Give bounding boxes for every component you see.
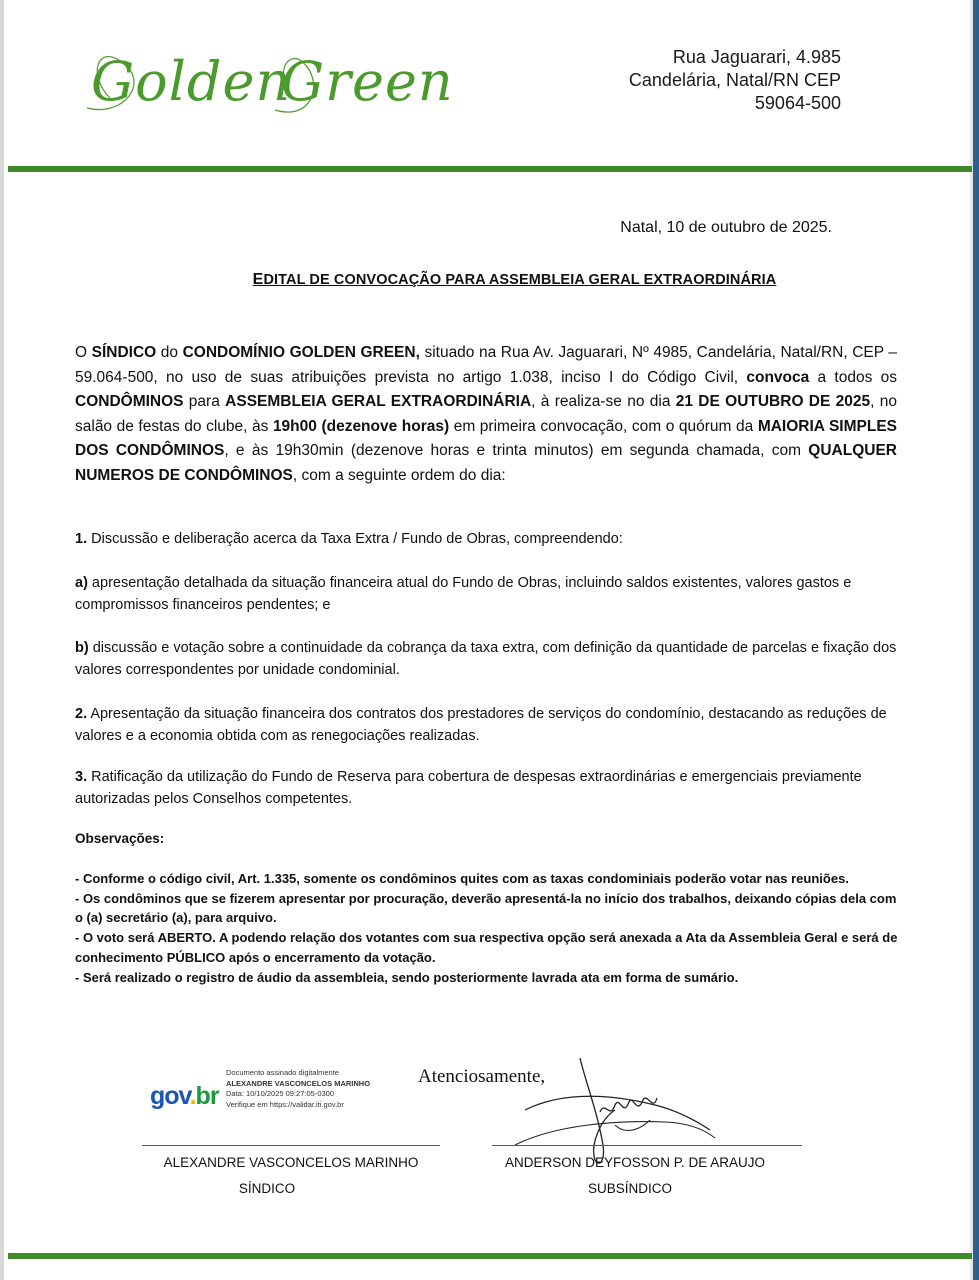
frame-left-edge (0, 0, 4, 1280)
observation-item: - Os condôminos que se fizerem apresentar por procuração, deverão apresentá-la no início dos trabalhos, deixando cópias dela com o (a) secretário (a), para arquivo. (75, 890, 897, 926)
agenda-item-3 (75, 766, 905, 810)
observation-item: - Será realizado o registro de áudio da assembleia, sendo posteriormente lavrada ata em forma de sumário. (75, 969, 739, 985)
intro-text: , no salão de festas do clube, às (75, 393, 897, 435)
signatory-role-sindico: SÍNDICO (238, 1181, 296, 1196)
observations-list (75, 869, 905, 987)
frame-right-edge (973, 0, 979, 1280)
govbr-stamp-line: Documento assinado digitalmente (226, 1068, 339, 1077)
govbr-verify-text: Verifique em https://validar.iti.gov.br (226, 1099, 344, 1109)
govbr-stamp-text (226, 1068, 370, 1110)
svg-text:Green: Green (281, 50, 454, 113)
item-text: Discussão e deliberação acerca da Taxa Extra / Fundo de Obras, compreendendo: (87, 531, 623, 547)
observation-item: - O voto será ABERTO. A podendo relação dos votantes com sua respectiva opção será anexada a Ata da Assembleia Geral e será de conhecimento PÚBLICO após o encerramento da votação. (75, 930, 898, 965)
agenda-item-1b (75, 637, 905, 681)
intro-bold: CONDOMÍNIO GOLDEN GREEN, (182, 344, 420, 361)
address-line-1: Rua Jaguarari, 4.985 (672, 47, 841, 67)
govbr-logo-gov: gov (150, 1082, 190, 1110)
signatory-role-subsindico: SUBSÍNDICO (587, 1181, 672, 1196)
svg-text:Golden: Golden (91, 50, 292, 113)
intro-text: para (183, 393, 226, 410)
govbr-logo-br: br (195, 1082, 219, 1110)
item-number: 1. (75, 531, 88, 547)
footer-divider (8, 1253, 972, 1259)
govbr-digital-signature-stamp (150, 1068, 450, 1128)
intro-bold: ASSEMBLEIA GERAL EXTRAORDINÁRIA (225, 393, 532, 410)
golden-green-logo (85, 38, 454, 128)
header-address (629, 46, 841, 115)
intro-bold: MAIORIA SIMPLES DOS CONDÔMINOS (75, 417, 897, 459)
intro-text: do (156, 344, 183, 361)
signature-line-sindico (142, 1145, 440, 1146)
address-line-3: 59064-500 (754, 93, 841, 113)
govbr-logo-dot: . (189, 1082, 196, 1110)
intro-text: a todos os (809, 368, 897, 386)
signatory-name-sindico: ALEXANDRE VASCONCELOS MARINHO (163, 1155, 419, 1170)
agenda-item-1a (75, 572, 905, 616)
item-text: discussão e votação sobre a continuidade da cobrança da taxa extra, com definição da quantidade de parcelas e fixação dos valores correspondentes por unidade condominial. (75, 640, 897, 678)
document-date: Natal, 10 de outubro de 2025. (620, 219, 832, 236)
intro-text: situado na Rua Av. Jaguarari, Nº 4985, Candelária, Natal/RN, CEP – 59.064-500, no uso de suas atribuições prevista no artigo 1.038, inciso I do Código Civil, (75, 344, 897, 386)
agenda-item-1 (75, 528, 905, 550)
item-text: Apresentação da situação financeira dos contratos dos prestadores de serviços do condomínio, destacando as reduções de valores e a economia obtida com as renegociações realizadas. (75, 706, 887, 744)
intro-text: , com a seguinte ordem do dia: (292, 466, 506, 484)
intro-paragraph (75, 341, 897, 488)
handwritten-signature (505, 1050, 725, 1170)
govbr-logo (150, 1082, 219, 1111)
intro-text: , e às 19h30min (dezenove horas e trinta minutos) em segunda chamada, com (224, 442, 809, 459)
item-number: a) (75, 575, 88, 591)
intro-bold: 19h00 (dezenove horas) (272, 417, 450, 435)
intro-bold: convoca (746, 368, 810, 386)
intro-text: O (75, 344, 92, 361)
intro-bold: 21 DE OUTUBRO DE 2025 (675, 393, 871, 410)
govbr-signer-name: ALEXANDRE VASCONCELOS MARINHO (226, 1078, 371, 1088)
signature-line-subsindico (492, 1145, 802, 1146)
item-text: Ratificação da utilização do Fundo de Reserva para cobertura de despesas extraordinárias e emergenciais previamente autorizadas pelos Conselhos competentes. (75, 769, 862, 807)
header-divider (8, 166, 972, 172)
item-number: b) (75, 640, 89, 656)
closing-salutation: Atenciosamente, (418, 1066, 546, 1087)
item-number: 3. (75, 769, 88, 785)
title-initial: E (252, 271, 264, 288)
govbr-sign-date: Data: 10/10/2025 09:27:05-0300 (226, 1089, 335, 1098)
title-rest: DITAL DE CONVOCAÇÃO PARA ASSEMBLEIA GERAL EXTRAORDINÁRIA (263, 272, 777, 288)
agenda-item-2 (75, 703, 905, 747)
intro-text: em primeira convocação, com o quórum da (449, 417, 758, 435)
intro-bold: CONDÔMINOS (75, 393, 184, 410)
observations-heading: Observações: (75, 831, 165, 846)
item-text: apresentação detalhada da situação financeira atual do Fundo de Obras, incluindo saldos existentes, valores gastos e compromissos financeiros pendentes; e (75, 575, 852, 613)
signatory-name-subsindico: ANDERSON DEYFOSSON P. DE ARAUJO (504, 1155, 766, 1170)
observation-item: - Conforme o código civil, Art. 1.335, somente os condôminos quites com as taxas condominiais poderão votar nas reuniões. (75, 871, 849, 886)
item-number: 2. (75, 706, 88, 722)
intro-text: , à realiza-se no dia (531, 393, 676, 410)
intro-bold: QUALQUER NUMEROS DE CONDÔMINOS (75, 442, 897, 484)
address-line-2: Candelária, Natal/RN CEP (628, 70, 841, 90)
intro-bold: SÍNDICO (91, 344, 157, 361)
document-title (0, 271, 979, 289)
